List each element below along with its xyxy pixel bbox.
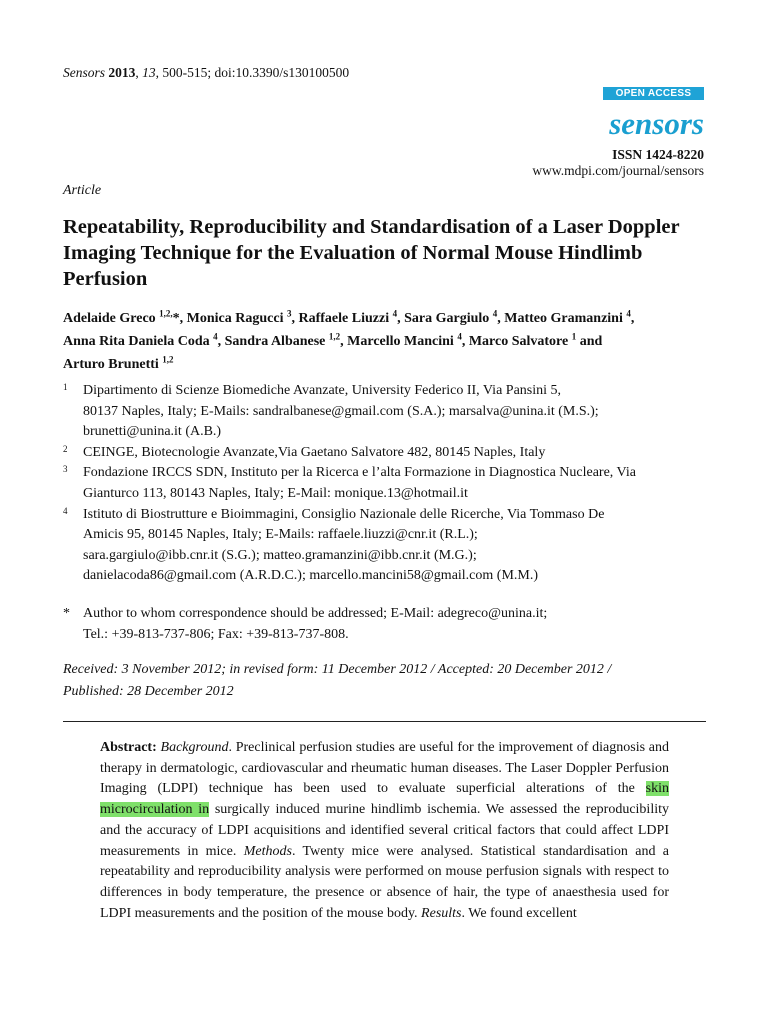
affiliation: 2 CEINGE, Biotecnologie Avanzate,Via Gaetano Salvatore 482, 80145 Naples, Italy bbox=[63, 443, 713, 464]
citation-pages-doi: , 500-515; doi:10.3390/s130100500 bbox=[155, 65, 350, 80]
journal-logo-text: sensors bbox=[609, 106, 704, 141]
author: Sandra Albanese $^{1,2}$ bbox=[224, 331, 341, 349]
author-list: Adelaide Greco $^{1,2,}$*, Monica Ragucci $^3$, Raffaele Liuzzi $^4$, Sara Gargiulo $^4$, Matteo Gramanzini $^4$, Anna Rita Daniela Coda $^4$, Sandra Albanese $^{1,2}$, Marcello Mancini $^4$, Marco Salvatore $^1$ and Arturo Brunetti $^{1,2}$ bbox=[63, 308, 635, 372]
citation-line: Sensors 2013, 13, 500-515; doi:10.3390/s130100500 bbox=[63, 65, 350, 80]
paper-title: Repeatability, Reproducibility and Standardisation of a Laser Doppler Imaging Technique for the Evaluation of Normal Mouse Hindlimb Perfusion bbox=[63, 216, 680, 290]
section-divider bbox=[63, 721, 706, 722]
correspondence-note: * Author to whom correspondence should be addressed; E-Mail: adegreco@unina.it; Tel.: +39-813-737-806; Fax: +39-813-737-808. bbox=[63, 606, 548, 642]
author: Raffaele Liuzzi $^4$ bbox=[298, 308, 398, 326]
publication-dates: Received: 3 November 2012; in revised form: 11 December 2012 / Accepted: 20 December 2012 / Published: 28 December 2012 bbox=[63, 662, 612, 699]
author: Adelaide Greco $^{1,2,}$* bbox=[63, 308, 180, 326]
open-access-badge: OPEN ACCESS bbox=[603, 87, 704, 100]
affiliation-number: 2 bbox=[63, 443, 68, 454]
highlighted-text[interactable]: skin microcirculation in bbox=[100, 781, 669, 818]
author: Matteo Gramanzini $^4$ bbox=[504, 308, 631, 326]
author: Arturo Brunetti $^{1,2}$ bbox=[63, 354, 174, 372]
affiliation: 1 Dipartimento di Scienze Biomediche Avanzate, University Federico II, Via Pansini 5, 80137 Naples, Italy; E-Mails: sandralbanese@gmail.com (S.A.); marsalva@unina.it (M.S.); brunetti@unina.it (A.B.) bbox=[63, 381, 713, 443]
abstract-label: Abstract: bbox=[100, 740, 157, 755]
affiliation: 4 Istituto di Biostrutture e Bioimmagini, Consiglio Nazionale delle Ricerche, Via Tommaso De Amicis 95, 80145 Naples, Italy; E-Mails: raffaele.liuzzi@cnr.it (R.L.); sara.gargiulo@ibb.cnr.it (S.G.); matteo.gramanzini@ibb.cnr.it (M.G.); danielacoda86@gmail.com (A.R.D.C.); marcello.mancini58@gmail.com (M.M.) bbox=[63, 505, 713, 587]
author: Marcello Mancini $^4$ bbox=[347, 331, 462, 349]
correspondence-star: * bbox=[63, 606, 70, 621]
affiliation-number: 3 bbox=[63, 464, 68, 475]
affiliation-list bbox=[63, 381, 713, 587]
journal-url[interactable]: www.mdpi.com/journal/sensors bbox=[532, 163, 704, 178]
affiliation: 3 Fondazione IRCCS SDN, Instituto per la Ricerca e l’alta Formazione in Diagnostica Nucleare, Via Gianturco 113, 80143 Naples, Italy; E-Mail: monique.13@hotmail.it bbox=[63, 463, 713, 504]
article-type: Article bbox=[63, 183, 102, 198]
citation-journal: Sensors bbox=[63, 65, 106, 80]
citation-year: 2013 bbox=[108, 65, 136, 80]
abstract: Abstract: Background. Preclinical perfusion studies are useful for the improvement of diagnosis and therapy in dermatologic, cardiovascular and rheumatic human diseases. The Laser Doppler Perfusion Imaging (LDPI) technique has been used to evaluate superficial alterations of the skin microcirculation in surgically induced murine hindlimb ischemia. We assessed the reproducibility and the accuracy of LDPI acquisitions and identified several critical factors that could affect LDPI measurements in mice. Methods. Twenty mice were analysed. Statistical standardisation and a repeatability and reproducibility analysis were performed on mouse perfusion signals with respect to differences in body temperature, the presence or absence of hair, the type of anaesthesia used for LDPI measurements and the position of the mouse body. Results. We found excellent bbox=[100, 740, 670, 921]
affiliation-number: 4 bbox=[63, 505, 68, 516]
issn: ISSN 1424-8220 bbox=[612, 147, 704, 162]
author: Sara Gargiulo $^4$ bbox=[404, 308, 498, 326]
author: Anna Rita Daniela Coda $^4$ bbox=[63, 331, 218, 349]
author: Monica Ragucci $^3$ bbox=[186, 308, 292, 326]
affiliation-number: 1 bbox=[63, 382, 68, 392]
author: Marco Salvatore $^1$ bbox=[468, 331, 577, 349]
citation-volume: 13 bbox=[142, 65, 156, 80]
